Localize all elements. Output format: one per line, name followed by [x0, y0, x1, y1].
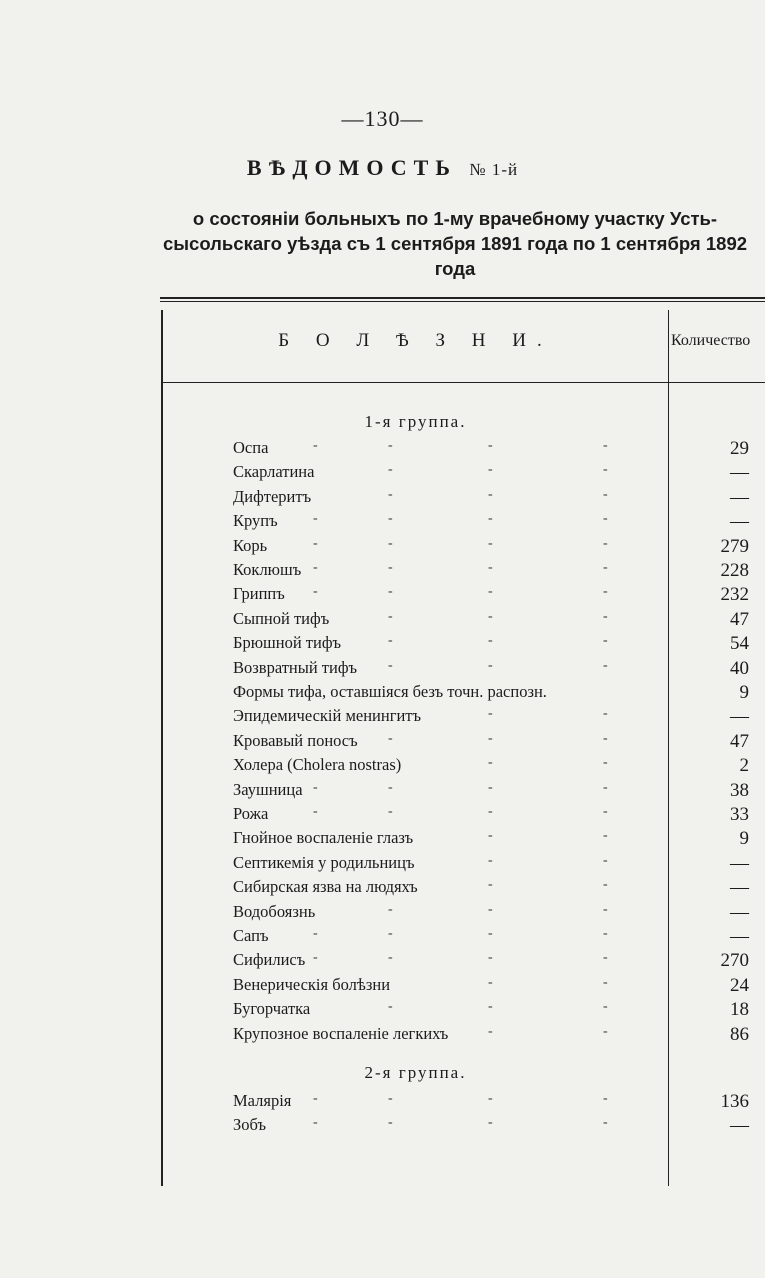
- table-row: [163, 950, 765, 973]
- leader-dash: -: [388, 731, 393, 746]
- leader-dash: -: [603, 560, 608, 575]
- leader-dash: -: [388, 609, 393, 624]
- leader-dash: -: [313, 804, 318, 819]
- disease-name: Формы тифа, оставшіяся безъ точн. распозн.: [233, 682, 547, 701]
- leader-dash: -: [488, 999, 493, 1014]
- table-row: [163, 926, 765, 949]
- leader-dash: -: [388, 926, 393, 941]
- leader-dash: -: [313, 511, 318, 526]
- leader-dash: -: [603, 462, 608, 477]
- leader-dash: -: [488, 950, 493, 965]
- disease-name: Дифтеритъ: [233, 487, 312, 506]
- leader-dash: -: [488, 560, 493, 575]
- disease-name: Зобъ: [233, 1115, 267, 1134]
- leader-dash: -: [603, 731, 608, 746]
- table-row: [163, 804, 765, 827]
- count-value: 232: [720, 584, 749, 605]
- count-value: 270: [720, 950, 749, 971]
- disease-name: Заушница: [233, 780, 303, 799]
- table-row: [163, 780, 765, 803]
- table-row: [163, 584, 765, 607]
- leader-dash: -: [388, 584, 393, 599]
- count-value: —: [730, 1115, 749, 1136]
- disease-name: Коклюшъ: [233, 560, 302, 579]
- leader-dash: -: [603, 584, 608, 599]
- disease-name: Крупозное воспаленіе легкихъ: [233, 1024, 449, 1043]
- table-row: [163, 1115, 765, 1138]
- group-heading-2: 2-я группа.: [364, 1063, 467, 1082]
- leader-dash: -: [603, 536, 608, 551]
- count-value: —: [730, 853, 749, 874]
- leader-dash: -: [313, 950, 318, 965]
- leader-dash: -: [488, 926, 493, 941]
- table-row: [163, 1024, 765, 1047]
- disease-name: Возвратный тифъ: [233, 658, 358, 677]
- column-header-count: Количество: [671, 332, 751, 349]
- leader-dash: -: [603, 1024, 608, 1039]
- leader-dash: -: [488, 609, 493, 624]
- disease-name: Сифилисъ: [233, 950, 306, 969]
- page-number: —130—: [341, 106, 424, 131]
- disease-table: [161, 310, 765, 1186]
- table-row: [163, 877, 765, 900]
- leader-dash: -: [313, 1091, 318, 1106]
- leader-dash: -: [388, 902, 393, 917]
- leader-dash: -: [603, 633, 608, 648]
- disease-name: Сапъ: [233, 926, 269, 945]
- leader-dash: -: [603, 999, 608, 1014]
- leader-dash: -: [603, 780, 608, 795]
- table-row: [163, 1091, 765, 1114]
- header-divider: [163, 382, 765, 383]
- leader-dash: -: [488, 853, 493, 868]
- leader-dash: -: [488, 902, 493, 917]
- table-row: [163, 682, 765, 705]
- count-value: 18: [730, 999, 749, 1020]
- leader-dash: -: [313, 780, 318, 795]
- leader-dash: -: [603, 706, 608, 721]
- leader-dash: -: [488, 511, 493, 526]
- disease-name: Оспа: [233, 438, 269, 457]
- title-text: ВѢДОМОСТЬ: [246, 155, 457, 180]
- leader-dash: -: [488, 1115, 493, 1130]
- leader-dash: -: [388, 658, 393, 673]
- leader-dash: -: [488, 1091, 493, 1106]
- disease-name: Септикемія у родильницъ: [233, 853, 415, 872]
- disease-name: Гнойное воспаленіе глазъ: [233, 828, 414, 847]
- column-header-diseases: Б О Л Ѣ З Н И.: [278, 330, 553, 351]
- disease-name: Холера (Cholera nostras): [233, 755, 402, 774]
- leader-dash: -: [388, 536, 393, 551]
- leader-dash: -: [388, 950, 393, 965]
- disease-name: Рожа: [233, 804, 269, 823]
- leader-dash: -: [603, 487, 608, 502]
- leader-dash: -: [488, 438, 493, 453]
- page-title: [0, 155, 765, 181]
- table-row: [163, 438, 765, 461]
- count-value: —: [730, 926, 749, 947]
- leader-dash: -: [603, 511, 608, 526]
- disease-name: Корь: [233, 536, 268, 555]
- table-row: [163, 487, 765, 510]
- leader-dash: -: [488, 584, 493, 599]
- top-rule-thin: [160, 301, 765, 302]
- title-number: № 1-й: [469, 160, 519, 179]
- leader-dash: -: [313, 560, 318, 575]
- count-value: 9: [739, 682, 749, 703]
- leader-dash: -: [603, 804, 608, 819]
- leader-dash: -: [488, 462, 493, 477]
- disease-name: Крупъ: [233, 511, 278, 530]
- count-value: 33: [730, 804, 749, 825]
- disease-name: Водобоязнь: [233, 902, 316, 921]
- leader-dash: -: [603, 828, 608, 843]
- disease-name: Гриппъ: [233, 584, 285, 603]
- count-value: 136: [720, 1091, 749, 1112]
- table-row: [163, 828, 765, 851]
- leader-dash: -: [313, 1115, 318, 1130]
- leader-dash: -: [388, 1091, 393, 1106]
- leader-dash: -: [603, 853, 608, 868]
- leader-dash: -: [603, 975, 608, 990]
- table-row: [163, 560, 765, 583]
- leader-dash: -: [603, 926, 608, 941]
- page-subtitle: о состояніи больныхъ по 1-му врачебному участку Усть-сысольскаго уѣзда съ 1 сентября 1891 года по 1 сентября 1892 года: [162, 208, 748, 279]
- top-rule: [160, 297, 765, 299]
- count-value: 54: [730, 633, 749, 654]
- count-value: 86: [730, 1024, 749, 1045]
- count-value: —: [730, 511, 749, 532]
- leader-dash: -: [488, 877, 493, 892]
- leader-dash: -: [603, 877, 608, 892]
- group-heading-1: 1-я группа.: [364, 412, 467, 431]
- leader-dash: -: [603, 609, 608, 624]
- leader-dash: -: [488, 1024, 493, 1039]
- leader-dash: -: [313, 536, 318, 551]
- leader-dash: -: [388, 633, 393, 648]
- leader-dash: -: [603, 658, 608, 673]
- leader-dash: -: [388, 1115, 393, 1130]
- disease-name: Брюшной тифъ: [233, 633, 342, 652]
- disease-name: Малярія: [233, 1091, 292, 1110]
- leader-dash: -: [603, 1115, 608, 1130]
- leader-dash: -: [488, 487, 493, 502]
- count-value: 29: [730, 438, 749, 459]
- leader-dash: -: [388, 487, 393, 502]
- table-row: [163, 731, 765, 754]
- count-value: 2: [739, 755, 749, 776]
- count-value: —: [730, 487, 749, 508]
- disease-name: Венерическія болѣзни: [233, 975, 391, 994]
- count-value: 47: [730, 731, 749, 752]
- leader-dash: -: [488, 975, 493, 990]
- leader-dash: -: [488, 804, 493, 819]
- leader-dash: -: [313, 926, 318, 941]
- disease-name: Эпидемическій менингитъ: [233, 706, 422, 725]
- leader-dash: -: [388, 560, 393, 575]
- table-row: [163, 633, 765, 656]
- leader-dash: -: [388, 462, 393, 477]
- table-row: [163, 755, 765, 778]
- table-row: [163, 462, 765, 485]
- leader-dash: -: [388, 438, 393, 453]
- count-value: 24: [730, 975, 749, 996]
- leader-dash: -: [603, 902, 608, 917]
- leader-dash: -: [388, 999, 393, 1014]
- table-row: [163, 902, 765, 925]
- leader-dash: -: [488, 755, 493, 770]
- disease-name: Сибирская язва на людяхъ: [233, 877, 418, 896]
- table-row: [163, 609, 765, 632]
- leader-dash: -: [488, 706, 493, 721]
- table-row: [163, 658, 765, 681]
- leader-dash: -: [603, 438, 608, 453]
- leader-dash: -: [488, 828, 493, 843]
- leader-dash: -: [388, 511, 393, 526]
- count-value: —: [730, 877, 749, 898]
- table-row: [163, 999, 765, 1022]
- leader-dash: -: [603, 755, 608, 770]
- leader-dash: -: [313, 438, 318, 453]
- leader-dash: -: [388, 780, 393, 795]
- table-row: [163, 536, 765, 559]
- count-value: 9: [739, 828, 749, 849]
- table-row: [163, 706, 765, 729]
- leader-dash: -: [603, 950, 608, 965]
- leader-dash: -: [488, 731, 493, 746]
- table-row: [163, 511, 765, 534]
- disease-name: Скарлатина: [233, 462, 315, 481]
- leader-dash: -: [388, 804, 393, 819]
- count-value: 40: [730, 658, 749, 679]
- disease-name: Бугорчатка: [233, 999, 311, 1018]
- leader-dash: -: [488, 536, 493, 551]
- leader-dash: -: [488, 633, 493, 648]
- count-value: 47: [730, 609, 749, 630]
- leader-dash: -: [603, 1091, 608, 1106]
- count-value: —: [730, 902, 749, 923]
- table-row: [163, 853, 765, 876]
- count-value: 38: [730, 780, 749, 801]
- disease-name: Кровавый поносъ: [233, 731, 358, 750]
- leader-dash: -: [313, 584, 318, 599]
- leader-dash: -: [488, 780, 493, 795]
- count-value: —: [730, 706, 749, 727]
- disease-name: Сыпной тифъ: [233, 609, 330, 628]
- table-row: [163, 975, 765, 998]
- leader-dash: -: [488, 658, 493, 673]
- count-value: 228: [720, 560, 749, 581]
- count-value: —: [730, 462, 749, 483]
- count-value: 279: [720, 536, 749, 557]
